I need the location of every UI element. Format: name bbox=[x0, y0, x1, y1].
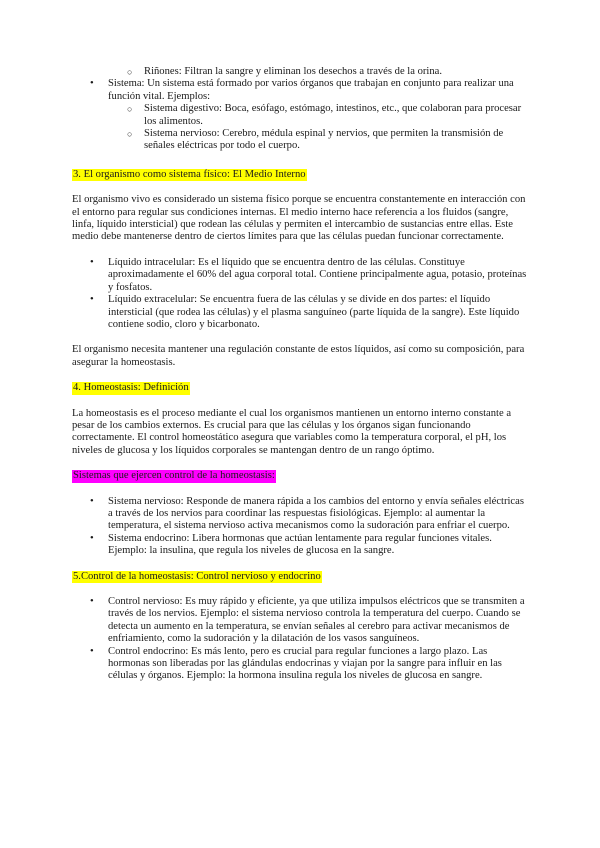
section5-list bbox=[72, 596, 528, 683]
sistema-text: Sistema: Un sistema está formado por varios órganos que trabajan en conjunto para realizar una función vital. Ejemplos: bbox=[108, 78, 514, 102]
list-item-sistema-endocrino: • Sistema endocrino: Libera hormonas que actúan lentamente para regular funciones vitales. Ejemplo: la insulina, que regula los niveles de glucosa en la sangre. bbox=[72, 533, 528, 558]
section3-heading: 3. El organismo como sistema físico: El Medio Interno bbox=[73, 168, 306, 180]
list-item-nervioso: ○ Sistema nervioso: Cerebro, médula espinal y nervios, que permiten la transmisión de señales eléctricas por todo el cuerpo. bbox=[72, 128, 528, 153]
section4-heading: 4. Homeostasis: Definición bbox=[73, 382, 189, 394]
system-examples-list bbox=[72, 103, 528, 153]
list-item-sistema bbox=[72, 78, 528, 152]
section3-intro: El organismo vivo es considerado un sistema físico porque se encuentra constantemente en interacción con el entorno para regular sus condiciones internas. El medio interno hace referencia a los fluidos (sangre, linfa, líquido intersticial) que rodean las células y permiten el intercambio de sustancias entre ellas. Este medio debe mantenerse dentro de ciertos límites para que las células puedan funcionar correctamente. bbox=[72, 194, 526, 243]
systems-list bbox=[72, 496, 528, 558]
list-item-intracelular: • Líquido intracelular: Es el líquido que se encuentra dentro de las células. Constituye aproximadamente el 60% del agua corporal total. Contiene principalmente agua, potasio, proteínas y fosfatos. bbox=[72, 257, 528, 294]
list-item-control-nervioso: • Control nervioso: Es muy rápido y eficiente, ya que utiliza impulsos eléctricos que se transmiten a través de los nervios. Ejemplo: el sistema nervioso controla la temperatura del cuerpo. Cuando se detecta un aumento en la temperatura, se envían señales al cerebro para activar mecanismos de enfriamiento, como la sudoración y la dilatación de los vasos sanguíneos. bbox=[72, 596, 528, 646]
systems-heading: Sistemas que ejercen control de la homeostasis: bbox=[73, 470, 275, 482]
section3-list bbox=[72, 257, 528, 331]
list-item-control-endocrino: • Control endocrino: Es más lento, pero es crucial para regular funciones a largo plazo. Las hormonas son liberadas por las glándulas endocrinas y viajan por la sangre para influir en las células y órganos. Ejemplo: la hormona insulina regula los niveles de glucosa en sangre. bbox=[72, 646, 528, 683]
document-content bbox=[72, 66, 528, 683]
list-item-digestivo: ○ Sistema digestivo: Boca, esófago, estómago, intestinos, etc., que colaboran para procesar los alimentos. bbox=[72, 103, 528, 128]
organs-sublist bbox=[72, 66, 528, 78]
list-item-sistema-nervioso: • Sistema nervioso: Responde de manera rápida a los cambios del entorno y envía señales eléctricas a través de los nervios para coordinar las respuestas fisiológicas. Ejemplo: al aumentar la temperatura, el sistema nervioso activa mecanismos como la sudoración para enfriar el cuerpo. bbox=[72, 496, 528, 533]
list-item-extracelular: • Líquido extracelular: Se encuentra fuera de las células y se divide en dos partes: el líquido intersticial (que rodea las células) y el plasma sanguíneo (parte líquida de la sangre). Este líquido contiene sodio, cloro y bicarbonato. bbox=[72, 294, 528, 331]
section5-heading: 5.Control de la homeostasis: Control nervioso y endocrino bbox=[73, 570, 321, 582]
system-list bbox=[72, 78, 528, 152]
list-item-rinones: ○ Riñones: Filtran la sangre y eliminan los desechos a través de la orina. bbox=[72, 66, 528, 78]
section3-closing: El organismo necesita mantener una regulación constante de estos líquidos, así como su composición, para asegurar la homeostasis. bbox=[72, 344, 525, 368]
section4-body: La homeostasis es el proceso mediante el cual los organismos mantienen un entorno interno constante a pesar de los cambios externos. Es crucial para que las células y los órganos sigan funcionando correctamente. El control homeostático asegura que variables como la temperatura corporal, el pH, los niveles de glucosa y los líquidos corporales se mantengan dentro de un rango óptimo. bbox=[72, 407, 512, 456]
